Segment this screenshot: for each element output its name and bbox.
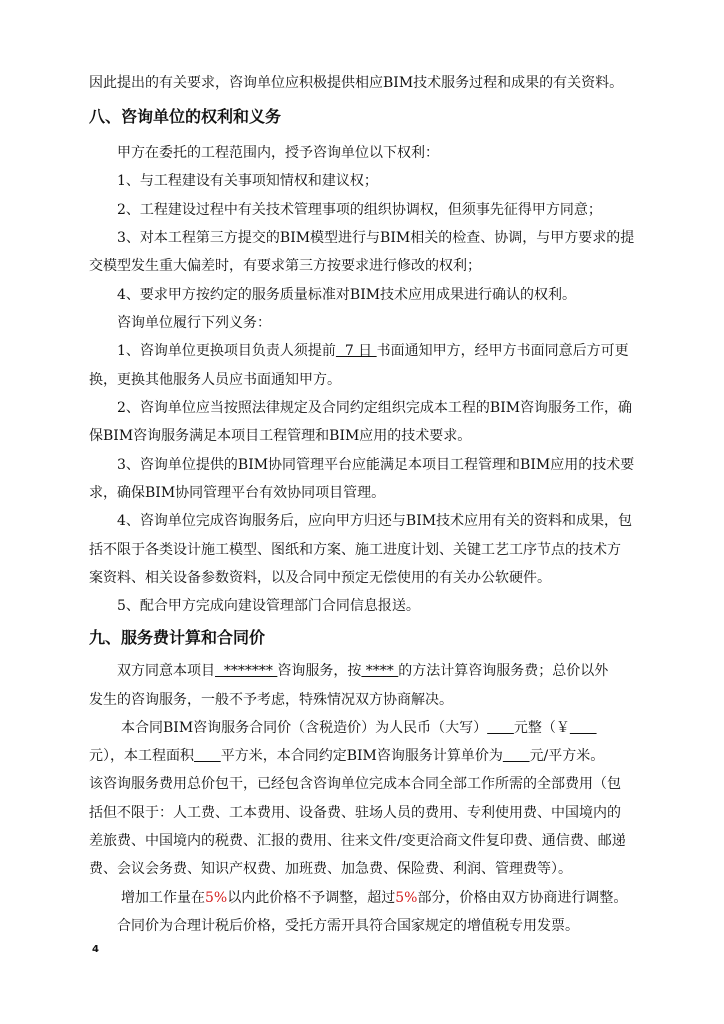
fee-paragraph-1-cont: 发生的咨询服务，一般不予考虑，特殊情况双方协商解决。 <box>89 692 453 708</box>
days-blank: 7 日 <box>335 343 377 359</box>
adjustment-paragraph <box>121 888 627 908</box>
text: 元整（￥ <box>513 720 570 736</box>
project-blank: ******* <box>215 663 278 679</box>
area-blank <box>194 748 221 764</box>
text: 本合同BIM咨询服务合同价（含税造价）为人民币（大写） <box>121 720 488 736</box>
paragraph-line: 因此提出的有关要求，咨询单位应积极提供相应BIM技术服务过程和成果的有关资料。 <box>89 75 624 91</box>
text: 双方同意本项目 <box>117 663 215 679</box>
right-item-2: 2、工程建设过程中有关技术管理事项的组织协调权，但须事先征得甲方同意； <box>117 202 602 218</box>
price-paragraph-cont: 差旅费、中国境内的税费、汇报的费用、往来文件/变更洽商文件复印费、通信费、邮递 <box>89 833 626 849</box>
text: 1、咨询单位更换项目负责人须提前 <box>117 343 336 359</box>
duty-item-4-cont: 案资料、相关设备参数资料，以及合同中预定无偿使用的有关办公软硬件。 <box>89 570 551 586</box>
duty-item-2: 2、咨询单位应当按照法律规定及合同约定组织完成本工程的BIM咨询服务工作，确 <box>117 400 633 416</box>
unit-price-blank <box>503 748 530 764</box>
duty-item-1 <box>117 341 629 361</box>
percent-threshold: 5% <box>205 890 228 906</box>
text: 平方米，本合同约定BIM咨询服务计算单价为 <box>220 748 503 764</box>
method-blank: **** <box>361 663 399 679</box>
rights-intro: 甲方在委托的工程范围内，授予咨询单位以下权利： <box>117 145 439 161</box>
right-item-3: 3、对本工程第三方提交的BIM模型进行与BIM相关的检查、协调，与甲方要求的提 <box>117 230 635 246</box>
right-item-3-cont: 交模型发生重大偏差时，有要求第三方按要求进行修改的权利； <box>89 258 481 274</box>
page-number: 4 <box>92 944 99 955</box>
amount-words-blank <box>487 720 514 736</box>
duty-item-4: 4、咨询单位完成咨询服务后，应向甲方归还与BIM技术应用有关的资料和成果，包 <box>117 513 633 529</box>
price-paragraph-cont: 费、会议会务费、知识产权费、加班费、加急费、保险费、利润、管理费等）。 <box>89 861 572 877</box>
duty-item-1-cont: 换，更换其他服务人员应书面通知甲方。 <box>89 372 341 388</box>
duty-item-2-cont: 保BIM咨询服务满足本项目工程管理和BIM应用的技术要求。 <box>89 428 472 444</box>
price-paragraph-cont <box>89 746 604 766</box>
right-item-4: 4、要求甲方按约定的服务质量标准对BIM技术应用成果进行确认的权利。 <box>117 287 577 303</box>
duty-item-3: 3、咨询单位提供的BIM协同管理平台应能满足本项目工程管理和BIM应用的技术要 <box>117 457 635 473</box>
right-item-1: 1、与工程建设有关事项知情权和建议权； <box>117 173 378 189</box>
duty-item-4-cont: 括不限于各类设计施工模型、图纸和方案、施工进度计划、关键工艺工序节点的技术方 <box>89 542 621 558</box>
price-paragraph <box>121 718 597 738</box>
percent-threshold: 5% <box>395 890 418 906</box>
duty-item-5: 5、配合甲方完成向建设管理部门合同信息报送。 <box>117 598 420 614</box>
text: 部分，价格由双方协商进行调整。 <box>417 890 628 906</box>
duty-item-3-cont: 求，确保BIM协同管理平台有效协同项目管理。 <box>89 485 386 501</box>
section-8-heading: 八、咨询单位的权利和义务 <box>89 107 282 126</box>
text: 咨询服务，按 <box>277 663 362 679</box>
price-paragraph-cont: 括但不限于：人工费、工本费用、设备费、驻场人员的费用、专利使用费、中国境内的 <box>89 805 621 821</box>
amount-figure-blank <box>570 720 597 736</box>
text: 的方法计算咨询服务费；总价以外 <box>398 663 609 679</box>
duties-intro: 咨询单位履行下列义务： <box>117 315 271 331</box>
text: 元），本工程面积 <box>89 748 194 764</box>
text: 以内此价格不予调整，超过 <box>227 890 396 906</box>
text: 元/平方米。 <box>529 748 605 764</box>
text: 书面通知甲方，经甲方书面同意后方可更 <box>376 343 629 359</box>
price-paragraph-cont: 该咨询服务费用总价包干，已经包含咨询单位完成本合同全部工作所需的全部费用（包 <box>89 776 621 792</box>
fee-paragraph-1 <box>117 661 608 681</box>
invoice-paragraph: 合同价为合理计税后价格，受托方需开具符合国家规定的增值税专用发票。 <box>117 918 579 934</box>
text: 增加工作量在 <box>121 890 205 906</box>
section-9-heading: 九、服务费计算和合同价 <box>89 628 266 647</box>
